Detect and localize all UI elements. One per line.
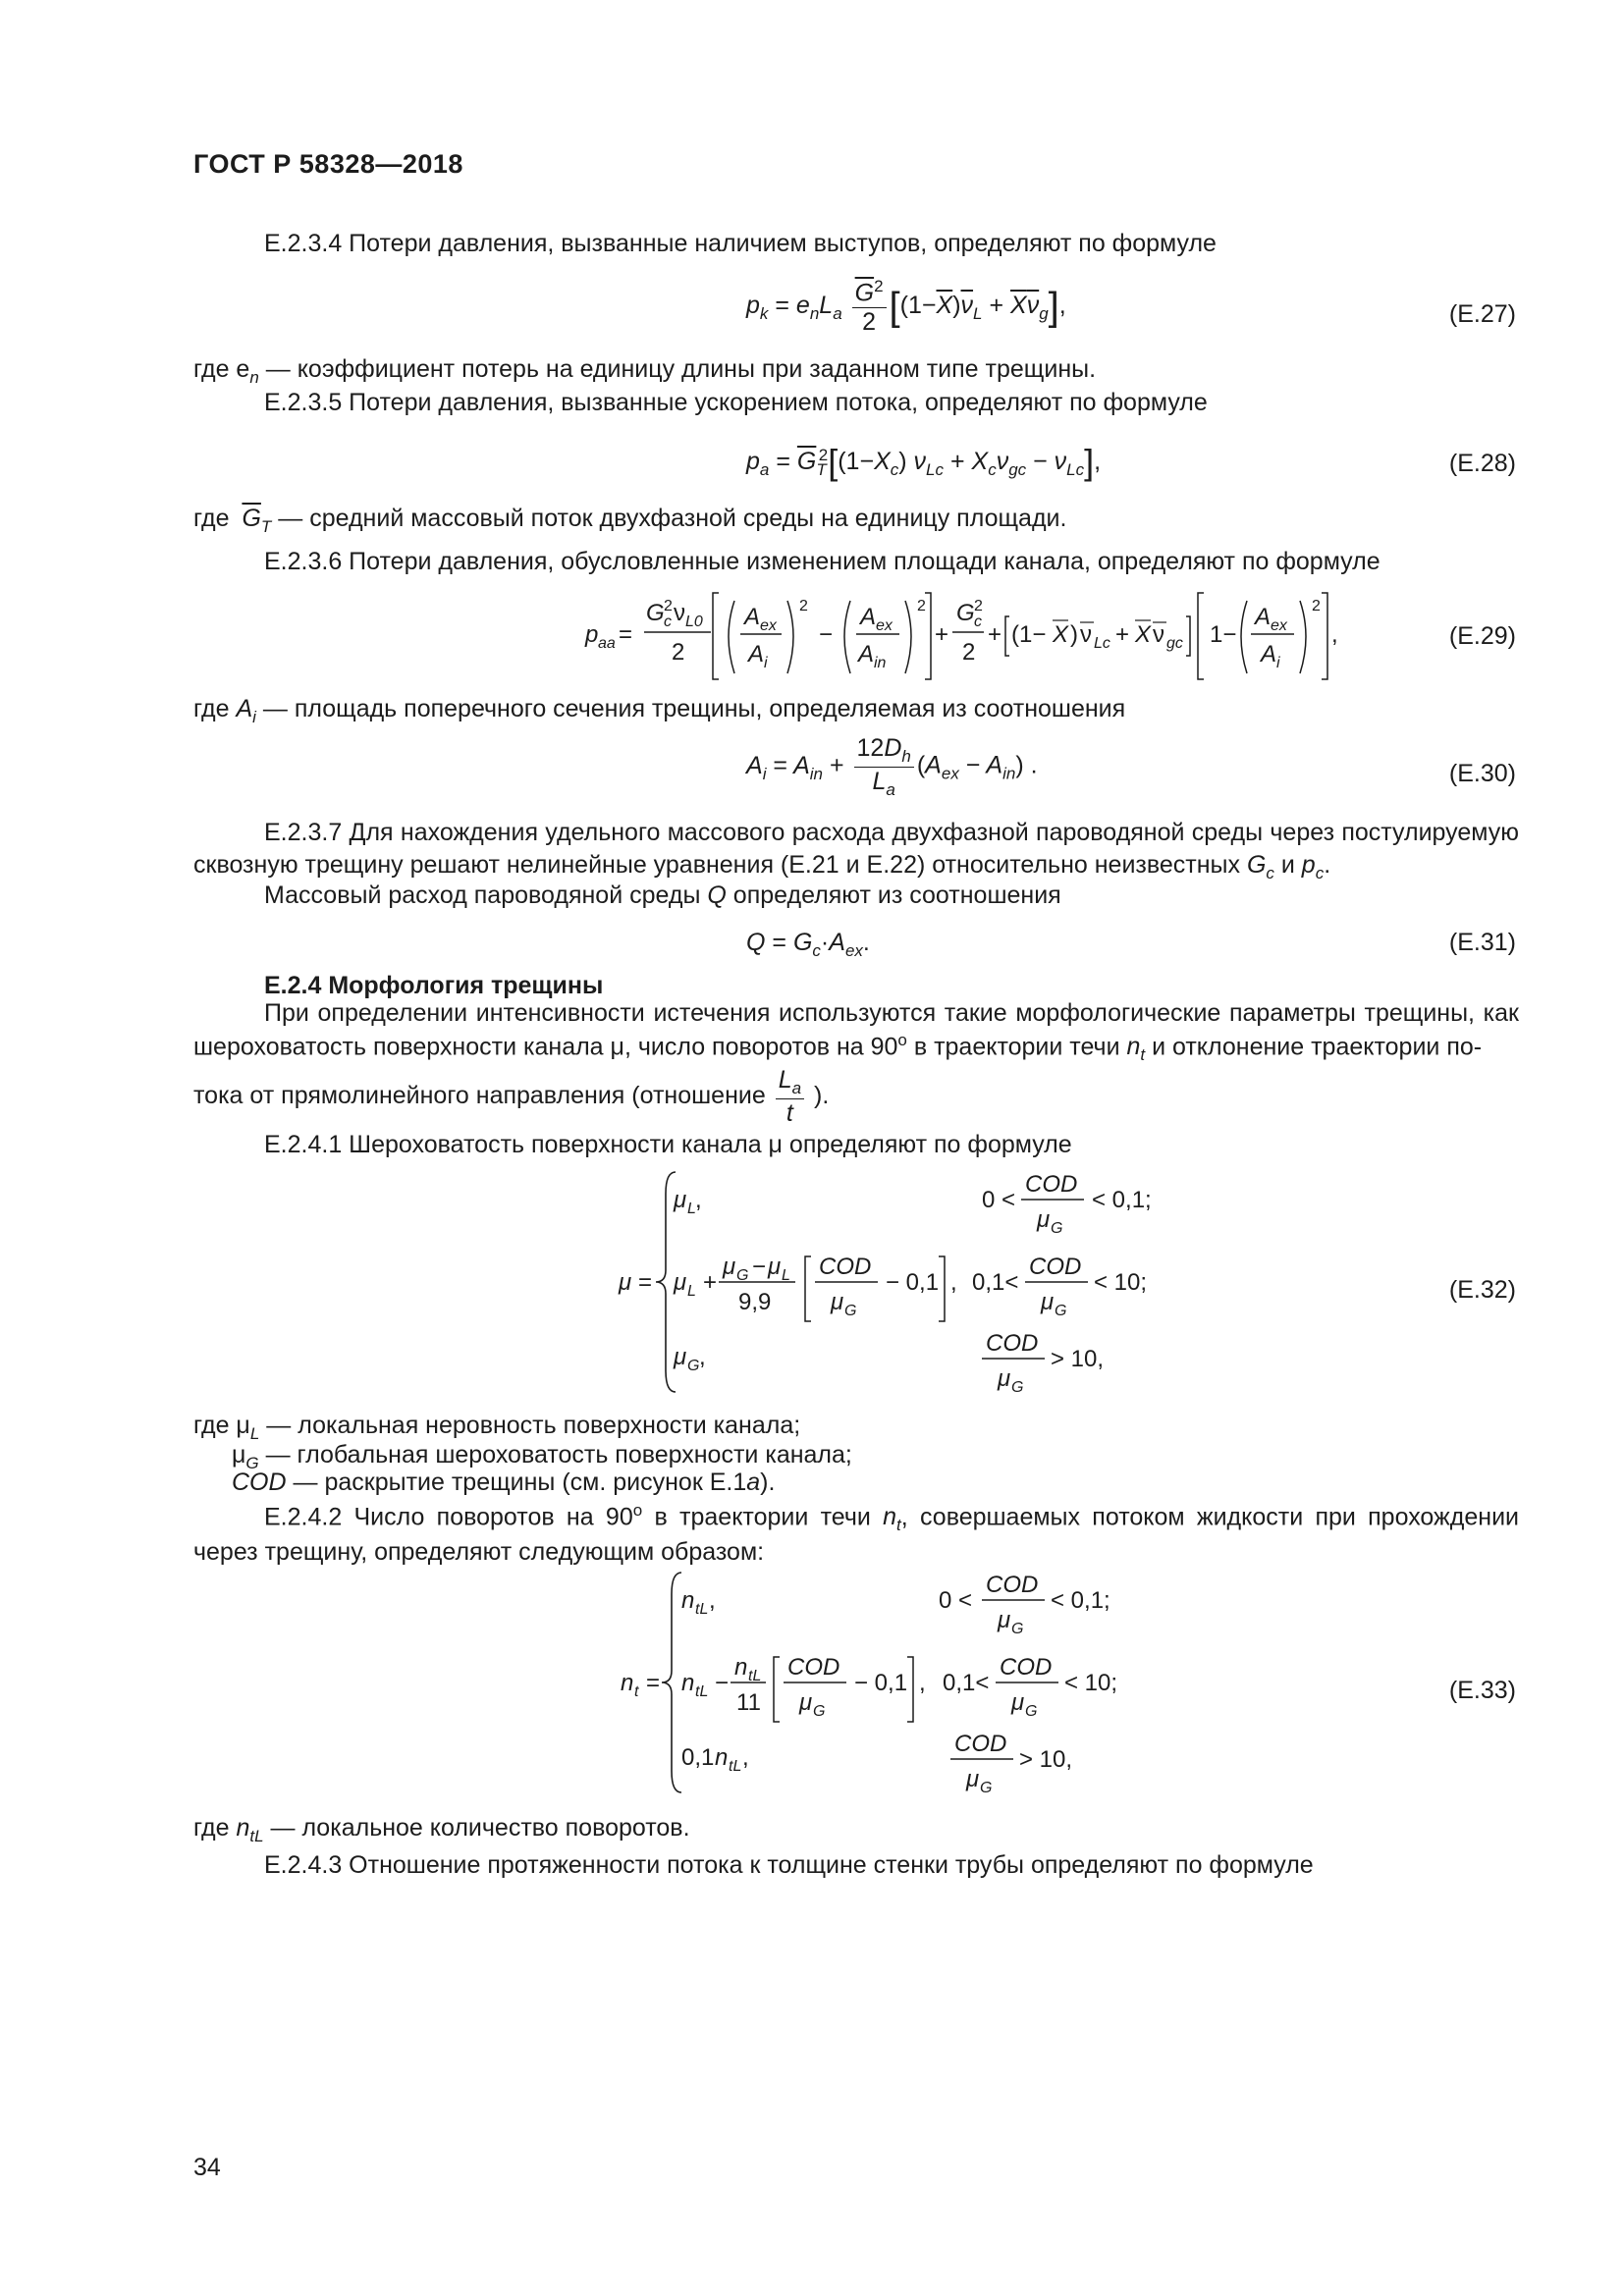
svg-text:μ: μ xyxy=(1037,1206,1051,1233)
svg-text:A: A xyxy=(748,641,765,667)
page-number: 34 xyxy=(193,2154,221,2181)
svg-text:μ: μ xyxy=(674,1344,687,1370)
svg-text:,: , xyxy=(695,1187,702,1213)
svg-text:L: L xyxy=(687,1283,696,1300)
svg-text:COD: COD xyxy=(986,1330,1039,1357)
paragraph-e234: Е.2.3.4 Потери давления, вызванные наличием выступов, определяют по формуле xyxy=(264,230,1217,257)
svg-text:ex: ex xyxy=(1271,617,1287,634)
svg-text:A: A xyxy=(860,604,877,630)
svg-text:A: A xyxy=(1261,641,1277,667)
paragraph-where-mul: где $\mu_L$ — локальная неровность поверхности канала; xyxy=(193,1412,801,1443)
svg-text:μ: μ xyxy=(768,1254,782,1280)
svg-text:μ: μ xyxy=(723,1254,736,1280)
svg-text:tL: tL xyxy=(729,1758,742,1775)
svg-text:G: G xyxy=(1011,1379,1024,1396)
svg-text:μ: μ xyxy=(1041,1289,1055,1315)
equation-number: (Е.33) xyxy=(1448,1677,1516,1704)
svg-text:c: c xyxy=(974,614,982,630)
svg-text:ex: ex xyxy=(876,617,893,634)
svg-text:tL: tL xyxy=(695,1683,709,1700)
formula-e28: $p_a = \overline{G}_T^2[(1-X_c) \nu_{Lc} + X_c\nu_{gc} - \nu_{Lc}]$, xyxy=(746,442,1102,482)
svg-text:−: − xyxy=(715,1670,730,1696)
paragraph-where-ntl: где $n_{tL}$ — локальное количество поворотов. xyxy=(193,1814,690,1845)
svg-text:G: G xyxy=(736,1267,749,1284)
equation-number: (Е.29) xyxy=(1448,622,1516,650)
svg-text:2: 2 xyxy=(799,598,808,614)
svg-text:+: + xyxy=(988,621,1002,648)
equation-number: (Е.28) xyxy=(1448,450,1516,477)
svg-text:ν: ν xyxy=(674,600,685,626)
svg-text:aa: aa xyxy=(598,635,616,652)
svg-text:,: , xyxy=(709,1587,716,1614)
svg-text:tL: tL xyxy=(695,1601,709,1618)
svg-text:tL: tL xyxy=(748,1668,762,1684)
svg-text:0,1<: 0,1< xyxy=(972,1269,1019,1296)
svg-text:0,1: 0,1 xyxy=(681,1744,715,1771)
svg-text:n: n xyxy=(681,1670,695,1696)
paragraph-e241: Е.2.4.1 Шероховатость поверхности канала μ определяют по формуле xyxy=(264,1131,1072,1158)
svg-text:μ: μ xyxy=(998,1607,1011,1633)
svg-text:μ: μ xyxy=(799,1689,813,1716)
svg-text:11: 11 xyxy=(736,1689,761,1716)
svg-text:0 <: 0 < xyxy=(982,1187,1016,1213)
svg-text:μ: μ xyxy=(674,1269,687,1296)
paragraph-where-gt: где $\overline{G}_T$ — средний массовый поток двухфазной среды на единицу площади. xyxy=(193,505,1067,536)
svg-text:,: , xyxy=(742,1744,749,1771)
paragraph-e242: Е.2.4.2 Число поворотов на $90^о$ в траектории течи $n_t$, совершаемых потоком жидкости при прохождении через трещину, определяют следующим образом: xyxy=(193,1501,1519,1567)
svg-text:G: G xyxy=(646,600,665,626)
svg-text:L0: L0 xyxy=(685,614,703,630)
paragraph-e235: Е.2.3.5 Потери давления, вызванные ускорением потока, определяют по формуле xyxy=(264,389,1208,416)
svg-text:0 <: 0 < xyxy=(939,1587,973,1614)
svg-text:G: G xyxy=(1051,1220,1063,1237)
svg-text:X: X xyxy=(1135,621,1152,648)
svg-text:,: , xyxy=(699,1344,706,1370)
formula-e33 xyxy=(609,1565,1159,1800)
svg-text:n: n xyxy=(681,1587,695,1614)
svg-text:μ: μ xyxy=(998,1365,1011,1392)
svg-text:=: = xyxy=(638,1269,653,1296)
svg-text:t: t xyxy=(634,1683,639,1700)
svg-text:ν: ν xyxy=(1153,621,1164,648)
paragraph-where-ai: где $A_i$ — площадь поперечного сечения трещины, определяемая из соотношения xyxy=(193,695,1126,726)
svg-text:μ: μ xyxy=(831,1289,844,1315)
paragraph-mass-flow: Массовый расход пароводяной среды Q определяют из соотношения xyxy=(264,881,1061,909)
svg-text:− 0,1: − 0,1 xyxy=(854,1670,908,1696)
svg-text:,: , xyxy=(1331,621,1338,648)
svg-text:− 0,1: − 0,1 xyxy=(886,1269,940,1296)
svg-text:G: G xyxy=(813,1703,826,1720)
svg-text:< 0,1;: < 0,1; xyxy=(1051,1587,1110,1614)
svg-text:Lc: Lc xyxy=(1094,635,1110,652)
paragraph-where-cod: COD — раскрытие трещины (см. рисунок Е.1а). xyxy=(232,1468,776,1496)
svg-text:L: L xyxy=(782,1267,790,1284)
svg-text:A: A xyxy=(744,604,761,630)
svg-text:=: = xyxy=(646,1670,661,1696)
svg-text:COD: COD xyxy=(1025,1171,1078,1198)
paragraph-e236: Е.2.3.6 Потери давления, обусловленные изменением площади канала, определяют по формуле xyxy=(264,548,1380,575)
svg-text:COD: COD xyxy=(986,1572,1039,1598)
svg-text:COD: COD xyxy=(954,1731,1007,1757)
svg-text:G: G xyxy=(1055,1303,1067,1319)
svg-text:COD: COD xyxy=(787,1654,840,1681)
svg-text:=: = xyxy=(619,621,633,648)
svg-text:n: n xyxy=(621,1670,634,1696)
equation-number: (Е.30) xyxy=(1448,760,1516,787)
document-header: ГОСТ Р 58328—2018 xyxy=(193,149,463,179)
svg-text:> 10,: > 10, xyxy=(1019,1746,1073,1773)
svg-text:μ: μ xyxy=(674,1187,687,1213)
svg-text:2: 2 xyxy=(962,639,976,666)
svg-text:2: 2 xyxy=(974,598,983,614)
svg-text:< 10;: < 10; xyxy=(1064,1670,1118,1696)
svg-text:gc: gc xyxy=(1166,635,1183,652)
formula-e29 xyxy=(579,581,1404,689)
svg-text:μ: μ xyxy=(966,1766,980,1792)
svg-text:COD: COD xyxy=(1000,1654,1053,1681)
svg-text:9,9: 9,9 xyxy=(738,1289,772,1315)
svg-text:,: , xyxy=(919,1670,926,1696)
svg-text:> 10,: > 10, xyxy=(1051,1346,1105,1372)
svg-text:2: 2 xyxy=(917,598,926,614)
svg-text:< 0,1;: < 0,1; xyxy=(1092,1187,1152,1213)
svg-text:(1−: (1− xyxy=(1011,621,1047,648)
svg-text:COD: COD xyxy=(1029,1254,1082,1280)
svg-text:G: G xyxy=(687,1358,700,1374)
svg-text:ν: ν xyxy=(1080,621,1092,648)
svg-text:−: − xyxy=(752,1254,767,1280)
svg-text:+: + xyxy=(703,1269,718,1296)
svg-text:n: n xyxy=(734,1654,748,1681)
equation-number: (Е.31) xyxy=(1448,929,1516,956)
svg-text:A: A xyxy=(858,641,875,667)
svg-text:+: + xyxy=(1115,621,1130,648)
svg-text:L: L xyxy=(687,1201,696,1217)
svg-text:−: − xyxy=(819,621,834,648)
svg-text:X: X xyxy=(1053,621,1069,648)
svg-text:G: G xyxy=(956,600,975,626)
paragraph-where-en: где $e_n$ — коэффициент потерь на единицу длины при заданном типе трещины. xyxy=(193,355,1097,387)
svg-text:μ: μ xyxy=(619,1269,632,1296)
svg-text:ex: ex xyxy=(760,617,777,634)
paragraph-e243: Е.2.4.3 Отношение протяженности потока к толщине стенки трубы определяют по формуле xyxy=(264,1851,1314,1879)
svg-text:,: , xyxy=(950,1269,957,1296)
svg-text:COD: COD xyxy=(819,1254,872,1280)
svg-text:i: i xyxy=(764,655,768,671)
formula-e27: $p_k = e_nL_a$ $\frac{\overline{G}^2}{2}$ $[(1-\overline{X})\overline{\nu}_L + \overline{X}\overline{\nu}_g]$, xyxy=(746,277,1066,337)
equation-number: (Е.27) xyxy=(1448,300,1516,328)
svg-text:G: G xyxy=(844,1303,857,1319)
svg-text:n: n xyxy=(715,1744,729,1771)
svg-text:G: G xyxy=(980,1780,993,1796)
svg-text:2: 2 xyxy=(1312,598,1321,614)
formula-e31: $Q = G_c\cdot A_{ex}$. xyxy=(746,929,870,960)
svg-text:2: 2 xyxy=(664,598,673,614)
paragraph-where-mug: $\mu_G$ — глобальная шероховатость поверхности канала; xyxy=(232,1441,852,1472)
svg-text:G: G xyxy=(1011,1621,1024,1637)
paragraph-e24-cont: тока от прямолинейного направления (отношение $\frac{L_a}{t}$ ). xyxy=(193,1066,830,1127)
formula-e30: $A_i = A_{in}$ + $\frac{12D_h}{L_a}$ $(A_{ex} - A_{in})$ . xyxy=(746,734,1038,799)
equation-number: (Е.32) xyxy=(1448,1276,1516,1304)
svg-text:μ: μ xyxy=(1011,1689,1025,1716)
svg-text:< 10;: < 10; xyxy=(1094,1269,1148,1296)
svg-text:A: A xyxy=(1255,604,1272,630)
svg-text:): ) xyxy=(1070,621,1078,648)
paragraph-e24: При определении интенсивности истечения используются такие морфологические параметры трещины, как шероховатость поверхности канала μ, число поворотов на $90^о$ в траектории течи $n_t$ и отклонение траектории по- xyxy=(193,999,1519,1064)
svg-text:p: p xyxy=(585,621,599,648)
svg-text:1−: 1− xyxy=(1210,621,1237,648)
section-heading-e24: Е.2.4 Морфология трещины xyxy=(264,972,604,999)
svg-text:2: 2 xyxy=(672,639,685,666)
svg-text:+: + xyxy=(935,621,949,648)
svg-text:0,1<: 0,1< xyxy=(943,1670,990,1696)
paragraph-e237: Е.2.3.7 Для нахождения удельного массового расхода двухфазной пароводяной среды через постулируемую сквозную трещину решают нелинейные уравнения (Е.21 и Е.22) относительно неизвестных $G_c$ и $p_c$. xyxy=(193,819,1519,882)
svg-text:in: in xyxy=(874,655,887,671)
svg-text:G: G xyxy=(1025,1703,1038,1720)
svg-text:c: c xyxy=(664,614,672,630)
svg-text:i: i xyxy=(1276,655,1280,671)
formula-e32 xyxy=(609,1164,1178,1400)
